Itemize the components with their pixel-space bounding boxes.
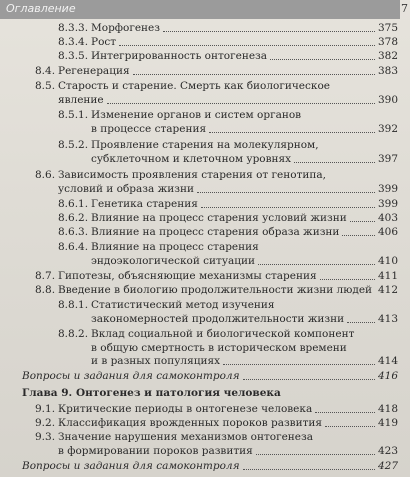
toc-entry[interactable] [0,328,410,369]
toc-entry-number: Глава 9. [22,387,73,399]
toc-entry-page: 411 [377,270,398,282]
toc-entry-number: 8.6. [35,169,56,181]
toc-entry-title-line: Интегрированность онтогенеза [91,50,268,62]
toc-entry[interactable] [0,417,410,431]
toc-entry[interactable] [0,139,410,166]
toc-entry-number: 9.3. [35,431,56,443]
toc-entry[interactable] [0,22,410,36]
toc-leader-dots [223,355,375,365]
toc-entry-page: 410 [377,254,398,267]
toc-entry[interactable] [0,270,410,284]
toc-entry-title-line: Гипотезы, объясняющие механизмы старения [58,270,317,282]
toc-entry-page: 427 [377,460,398,472]
toc-entry-page: 406 [377,226,398,238]
toc-entry-number: 8.3.5. [58,50,89,62]
toc-leader-dots [107,94,375,104]
toc-entry-number: 9.2. [35,417,56,429]
toc-entry-title-line: эндоэкологической ситуации [91,254,256,267]
toc-entry[interactable] [0,36,410,50]
toc-entry-title-line: Морфогенез [91,22,160,34]
toc-entry-number: 8.3.4. [58,36,89,48]
toc-entry-title-line: Классификация врожденных пороков развития [58,417,323,429]
toc-entry[interactable] [0,284,410,298]
toc-entry[interactable] [0,431,410,458]
toc-entry-title-line: Введение в биологию продолжительности жизни людей [58,284,373,296]
toc-entry-page: 403 [377,212,398,224]
toc-entry-title-line: и в разных популяциях [91,355,220,367]
toc-entry-page: 375 [377,22,398,34]
toc-entry-title-line: Онтогенез и патология человека [76,387,281,399]
toc-entry-title-line: Влияние на процесс старения условий жизни [91,212,347,224]
toc-entry-page: 413 [377,312,398,325]
toc-leader-dots [163,22,375,32]
toc-entry-title-line: Проявление старения на молекулярном, [91,139,319,151]
toc-leader-dots [197,183,375,193]
toc-entry-page: 397 [377,152,398,165]
toc-leader-dots [320,270,375,280]
toc-entry-title-line: в формировании пороков развития [58,444,253,457]
toc-entry-number: 8.7. [35,270,56,282]
toc-entry[interactable] [0,370,410,384]
toc-entry-page: 412 [377,284,398,296]
toc-leader-dots [315,403,375,413]
toc-leader-dots [347,313,375,323]
toc-leader-dots [119,36,375,46]
toc-entry-number: 8.8.2. [58,328,89,340]
toc-entry-page: 416 [377,370,398,382]
toc-entry-title-line: Зависимость проявления старения от генотипа, [58,169,326,181]
toc-entry-page: 399 [377,198,398,210]
toc-entry-title-line: Регенерация [58,65,130,77]
toc-entry-number: 8.8. [35,284,56,296]
toc-entry-title-line: Рост [91,36,117,48]
toc-entry-title-line: Критические периоды в онтогенезе человека [58,403,313,415]
toc-entry[interactable] [0,65,410,79]
toc-entry-title-line: Влияние на процесс старения [91,241,259,253]
running-header [0,0,400,19]
toc-leader-dots [201,198,375,208]
toc-leader-dots [342,226,375,236]
toc-leader-dots [209,123,375,133]
toc-entry-number: 8.6.3. [58,226,89,238]
toc-entry[interactable] [0,198,410,212]
toc-entry-number: 8.6.1. [58,198,89,210]
toc-entry[interactable] [0,109,410,136]
toc-entry-number: 8.3.3. [58,22,89,34]
toc-entry-page: 382 [377,50,398,62]
toc-entry-number: 8.6.2. [58,212,89,224]
toc-entry[interactable] [0,226,410,240]
toc-entry[interactable] [0,460,410,474]
toc-entry-title-line: в процессе старения [91,122,207,135]
toc-entry-title-line: Вклад социальной и биологической компонент [91,328,355,340]
toc-entry-number: 8.6.4. [58,241,89,253]
toc-entry-title-line: Влияние на процесс старения образа жизни [91,226,340,238]
toc-entry-title-line: в общую смертность в историческом времени [91,341,347,354]
toc-leader-dots [350,212,375,222]
header-title: Оглавление [6,2,76,15]
toc-entry-title-line: Генетика старения [91,198,198,210]
toc-entry-title-line: явление [58,93,104,106]
toc-leader-dots [294,153,375,163]
toc-entry-page: 399 [377,182,398,195]
toc-entry-page: 414 [377,355,398,367]
toc-entry-title-line: Вопросы и задания для самоконтроля [22,370,240,382]
toc-entry-page: 423 [377,444,398,457]
toc-entry-title-line: Вопросы и задания для самоконтроля [22,460,240,472]
toc-entry[interactable] [0,241,410,268]
toc-leader-dots [133,65,375,75]
toc-entry-number: 8.4. [35,65,56,77]
page-number: 7 [401,2,408,15]
toc-leader-dots [243,370,375,380]
toc-entry[interactable] [0,169,410,196]
toc-entry[interactable] [0,299,410,326]
toc-entry-title-line: субклеточном и клеточном уровнях [91,152,292,165]
toc-entry[interactable] [0,403,410,417]
toc-leader-dots [243,460,375,470]
toc-entry-page: 418 [377,403,398,415]
toc-entry-title-line: Статистический метод изучения [91,299,275,311]
toc-entry-number: 8.5.1. [58,109,89,121]
toc-entry[interactable] [0,387,410,401]
toc-entry-number: 8.5.2. [58,139,89,151]
toc-entry-number: 8.5. [35,80,56,92]
toc-entry-title-line: Старость и старение. Смерть как биологическое [58,80,330,92]
toc-entry-title-line: Значение нарушения механизмов онтогенеза [58,431,313,443]
toc-entry-page: 392 [377,122,398,135]
toc-entry-title-line: Изменение органов и систем органов [91,109,302,121]
toc-entry-page: 378 [377,36,398,48]
toc-leader-dots [258,255,375,265]
toc-leader-dots [256,445,375,455]
toc-entry-page: 419 [377,417,398,429]
toc-entry-title-line: закономерностей продолжительности жизни [91,312,345,325]
toc-leader-dots [325,417,375,427]
toc-entry-number: 9.1. [35,403,56,415]
toc-entry-page: 383 [377,65,398,77]
toc-leader-dots [270,50,375,60]
toc-entry-title-line: условий и образа жизни [58,182,194,195]
toc-entry-page: 390 [377,93,398,106]
toc-entry[interactable] [0,212,410,226]
toc-entry-number: 8.8.1. [58,299,89,311]
toc-entry[interactable] [0,80,410,107]
toc-entry[interactable] [0,50,410,64]
